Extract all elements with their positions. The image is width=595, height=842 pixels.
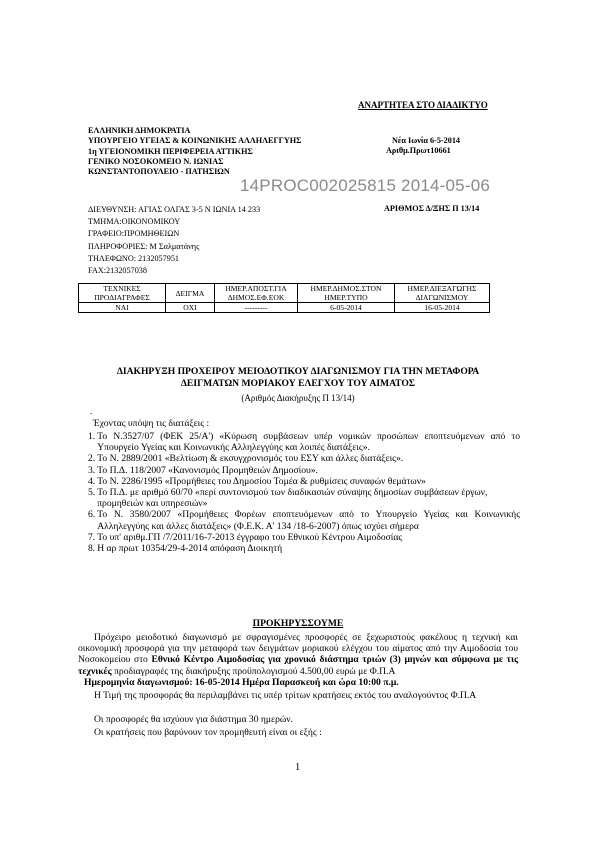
org-line: ΕΛΛΗΝΙΚΗ ΔΗΜΟΚΡΑΤΙΑ bbox=[88, 126, 191, 135]
place-date: Νέα Ιωνία 6-5-2014 bbox=[392, 136, 461, 145]
notice-number: ΑΡΙΘΜΟΣ Δ/ΞΗΣ Π 13/14 bbox=[384, 204, 480, 213]
table-header-cell: ΗΜΕΡ.ΔΗΜΟΣ.ΣΤΟΝ ΗΜΕΡ.ΤΥΠΟ bbox=[298, 284, 395, 303]
table-cell: ΝΑΙ bbox=[79, 303, 166, 313]
table-row bbox=[79, 303, 490, 313]
list-item: 6. Το Ν. 3580/2007 «Προμήθειες Φορέων εποπτευόμενων από το Υπουργείο Υγείας και Κοινωνικής Αλληλεγγύης και άλλες διατάξεις» (Φ.Ε.Κ. Α' 134 /18-6-2007) όπως ισχύει σήμερα bbox=[88, 509, 520, 532]
publication-table bbox=[78, 283, 490, 313]
page-number: 1 bbox=[295, 762, 301, 773]
separator-dot: . bbox=[90, 406, 93, 416]
protocol-number: Αριθμ.Πρωτ10661 bbox=[386, 146, 451, 155]
list-item: 2. Το Ν. 2889/2001 «Βελτίωση & εκσυγχρονισμός του ΕΣΥ και άλλες διατάξεις». bbox=[88, 453, 404, 465]
contact-block bbox=[88, 204, 260, 277]
list-item: 8. Η αρ πρωτ 10354/29-4-2014 απόφαση Διοικητή bbox=[88, 543, 283, 555]
table-header-row bbox=[79, 284, 490, 303]
title-line: ΔΙΑΚΗΡΥΞΗ ΠΡΟΧΕΙΡΟΥ ΜΕΙΟΔΟΤΙΚΟΥ ΔΙΑΓΩΝΙΣΜΟΥ ΓΙΑ ΤΗΝ ΜΕΤΑΦΟΡΑ bbox=[116, 366, 480, 377]
announcement-heading: ΠΡΟΚΗΡΥΣΣΟΥΜΕ bbox=[252, 618, 344, 629]
table-header-cell: ΔΕΙΓΜΑ bbox=[166, 284, 215, 303]
org-line: ΓΕΝΙΚΟ ΝΟΣΟΚΟΜΕΙΟ Ν. ΙΩΝΙΑΣ bbox=[88, 156, 224, 166]
info-line: ΠΛΗΡΟΦΟΡΙΕΣ: Μ Σαλματάνης bbox=[88, 241, 200, 251]
list-item: 4. Το Ν. 2286/1995 «Προμήθειες του Δημοσίου Τομέα & ρυθμίσεις συναφών θεμάτων» bbox=[88, 475, 426, 487]
org-line: ΥΠΟΥΡΓΕΙΟ ΥΓΕΙΑΣ & ΚΟΙΝΩΝΙΚΗΣ ΑΛΛΗΛΕΓΓΥΗΣ bbox=[88, 136, 302, 146]
body-paragraph: Πρόχειρο μειοδοτικό διαγωνισμό με σφραγισμένες προσφορές σε ξεχωριστούς φακέλους η τεχνική και οικονομική προσφορά για την μεταφορά των δειγμάτων μοριακού ελέγχου του αίματος από την Αιμοδοσία του Νοσοκομείου στο Εθνικό Κέντρο Αιμοδοσίας για χρονικό διάστημα τριών (3) μηνών και σύμφωνα με τις τεχνικές προδιαγραφές της διακήρυξης προϋπολογισμού 4.500,00 ευρώ με Φ.Π.Α bbox=[78, 632, 518, 677]
table-cell: ΟΧΙ bbox=[166, 303, 215, 313]
office-line: ΓΡΑΦΕΙΟ:ΠΡΟΜΗΘΕΙΩΝ bbox=[88, 229, 180, 239]
fax-line: FAX:2132057038 bbox=[88, 266, 147, 276]
validity-note: Οι προσφορές θα ισχύουν για διάστημα 30 ημερών. bbox=[94, 714, 293, 725]
list-item: 7. Το υπ' αριθμ.ΓΠ /7/2011/16-7-2013 έγγραφο του Εθνικού Κέντρου Αιμοδοσίας bbox=[88, 531, 403, 543]
table-cell: 6-05-2014 bbox=[298, 303, 395, 313]
vat-note: Η Τιμή της προσφοράς θα περιλαμβάνει τις υπέρ τρίτων κρατήσεις εκτός του αναλογούντος Φ.Π.Α bbox=[94, 690, 477, 701]
list-item: 3. Το Π.Δ. 118/2007 «Κανονισμός Προμηθειών Δημοσίου». bbox=[88, 464, 318, 476]
table-header-cell: ΗΜΕΡ.ΔΙΕΞΑΓΩΓΗΣ ΔΙΑΓΩΝΙΣΜΟΥ bbox=[395, 284, 490, 303]
provisions-list bbox=[88, 431, 520, 554]
org-line: ΚΩΝΣΤΑΝΤΟΠΟΥΛΕΙΟ - ΠΑΤΗΣΙΩΝ bbox=[88, 167, 230, 177]
table-header-cell: ΤΕΧΝΙΚΕΣ ΠΡΟΔΙΑΓΡΑΦΕΣ bbox=[79, 284, 166, 303]
table-header-cell: ΗΜΕΡ.ΑΠΟΣΤ.ΓΙΑ ΔΗΜΟΣ.ΕΦ.ΕΟΚ bbox=[215, 284, 298, 303]
phone-line: ΤΗΛΕΦΩΝΟ: 2132057951 bbox=[88, 253, 180, 263]
department-line: ΤΜΗΜΑ:ΟΙΚΟΝΟΜΙΚΟΥ bbox=[88, 217, 181, 227]
list-item: 1. Το Ν.3527/07 (ΦΕΚ 25/Α') «Κύρωση συμβάσεων υπέρ νομικών προσώπων εποπτευόμενων από το Υπουργείο Υγείας και Κοινωνικής Αλληλεγγύης και λοιπές διατάξεις». bbox=[88, 431, 520, 454]
org-line: 1η ΥΓΕΙΟΝΟΜΙΚΗ ΠΕΡΙΦΕΡΕΙΑ ΑΤΤΙΚΗΣ bbox=[88, 146, 253, 156]
address-line: ΔΙΕΥΘΥΝΣΗ: ΑΓΙΑΣ ΟΛΓΑΣ 3-5 Ν ΙΩΝΙΑ 14 233 bbox=[88, 205, 261, 214]
title-line: ΔΕΙΓΜΑΤΩΝ ΜΟΡΙΑΚΟΥ ΕΛΕΓΧΟΥ ΤΟΥ ΑΙΜΑΤΟΣ bbox=[180, 378, 416, 389]
table-cell: --------- bbox=[215, 303, 298, 313]
document-title bbox=[78, 366, 518, 390]
list-item: 5. Το Π.Δ. με αριθμό 60/70 «περί συντονισμού των διαδικασιών σύναψης δημοσίων συμβάσεων έργων, προμηθειών και υπηρεσιών» bbox=[88, 487, 488, 510]
posting-note: ΑΝΑΡΤΗΤΕΑ ΣΤΟ ΔΙΑΔΙΚΤΥΟ bbox=[358, 100, 488, 110]
organization-block bbox=[88, 126, 302, 177]
deductions-note: Οι κρατήσεις που βαρύνουν τον προμηθευτή είναι οι εξής : bbox=[94, 727, 322, 738]
contest-date-line: Ημερομηνία διαγωνισμού: 16-05-2014 Ημέρα Παρασκευή και ώρα 10:00 π.μ. bbox=[84, 677, 399, 688]
registry-stamp: 14PROC002025815 2014-05-06 bbox=[240, 176, 490, 195]
intro-text: Έχοντας υπόψη τις διατάξεις : bbox=[93, 418, 210, 429]
notice-subtitle: (Αριθμός Διακήρυξης Π 13/14) bbox=[241, 393, 355, 403]
table-cell: 16-05-2014 bbox=[395, 303, 490, 313]
